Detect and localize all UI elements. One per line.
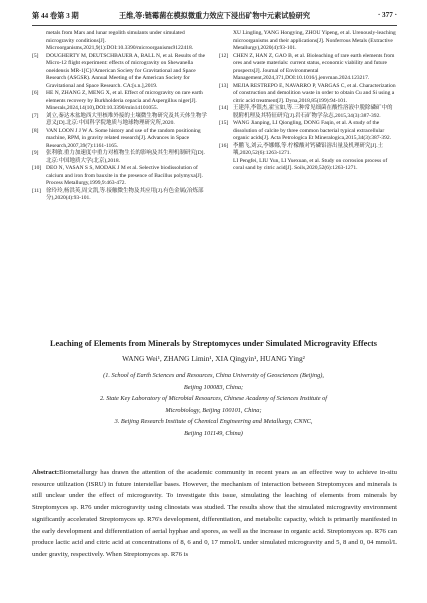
reference-entry xyxy=(32,128,210,151)
reference-entry xyxy=(219,30,397,53)
reference-entry xyxy=(32,188,210,203)
reference-number: [13] xyxy=(219,82,229,89)
english-authors: WANG Wei¹, ZHANG Limin¹, XIA Qingyin¹, HUANG Ying² xyxy=(122,354,305,363)
reference-entry xyxy=(219,158,397,173)
reference-number: [12] xyxy=(219,52,229,59)
reference-text: 李鹏飞,刘云,李娜娜,等.柠檬酸对钙磷铝溶出量及机理研究[J].土壤,2020,52(6):1263-1271. xyxy=(233,142,384,156)
reference-text: MEJIA RESTREPO E, NAVARRO P, VARGAS C, et al. Characterization of construction and demolition waste in order to obtain Cu and Si using a citric acid treatment[J]. Dyna,2018,85(199):94-101. xyxy=(233,82,396,104)
reference-number: [7] xyxy=(32,112,39,119)
reference-number: [15] xyxy=(219,120,229,126)
page-number: · 377 · xyxy=(377,11,397,19)
reference-number: [6] xyxy=(32,90,39,96)
affiliation-line: Beijing 101149, China) xyxy=(184,429,243,437)
reference-text: 张利敏.重力加速度中重力对植物生长的影响及其生理机制研究[D].北京:中国地质大学(北京),2018. xyxy=(46,150,205,164)
reference-text: CHEN Z, HAN Z, GAO B, et al. Bioleaching of rare earth elements from ores and waste materials: current status, economic viability and future prospects[J]. Journal of Environmental Management,2024,371,DOI:10.1016/j.jenvman.2024.123217. xyxy=(233,52,395,81)
reference-entry xyxy=(219,120,397,143)
affiliation-line: Beijing 100083, China; xyxy=(183,383,244,391)
references-left-column xyxy=(32,30,210,203)
reference-number: [10] xyxy=(32,165,42,171)
reference-text: HE N, ZHANG Z, MENG X, et al. Effect of microgravity on rare earth elements recovery by Burkholderia cepacia and Aspergillus niger[J]. Minerals,2024,14(10),DOI:10.3390/min14101055. xyxy=(46,90,203,111)
running-title: 王维,等:链霉菌在模拟微重力效应下浸出矿物中元素试验研究 xyxy=(118,12,311,20)
reference-entry xyxy=(219,105,397,120)
volume-issue: 第 44 卷第 3 期 xyxy=(32,12,79,20)
english-title: Leaching of Elements from Minerals by Streptomyces under Simulated Microgravity Effects xyxy=(49,339,378,348)
header-rule xyxy=(32,25,397,26)
reference-text: 徐玲玲,杨洪英,周文凯,等.接触微生物及其应用[J].有色金属(冶炼部分),2020(4):93-101. xyxy=(46,187,204,201)
reference-text: VAN LOON J J W A. Some history and use of the random positioning machine, RPM, in gravity related research[J]. Advances in Space Research,2007,39(7):1161-1165. xyxy=(46,127,201,149)
english-abstract xyxy=(32,467,397,561)
reference-entry xyxy=(219,83,397,106)
reference-entry xyxy=(32,30,210,53)
affiliation-line: 2. State Key Laboratory of Microbial Resources, Chinese Academy of Sciences Institute of xyxy=(99,395,328,403)
reference-text: DOUGHERTY M, DEUTSCHBAUER A, BALL N, et al. Results of the Micro-12 flight experiment: effects of microgravity on Shewanella oneidensis MR-1[C]//American Society for Gravitational and Space Research (ASGSR). Annual Meeting of the American Society for Gravitational and Space Research. CA:[s.n.],2019. xyxy=(46,52,206,89)
reference-entry xyxy=(32,90,210,113)
running-header xyxy=(32,11,397,24)
reference-entry xyxy=(32,150,210,165)
reference-entry xyxy=(32,165,210,188)
affiliation-line: (1. School of Earth Sciences and Resources, China University of Geosciences (Beijing), xyxy=(103,372,324,379)
affiliation-line: 3. Beijing Research Institute of Chemical Engineering and Metallurgy, CNNC, xyxy=(114,418,313,426)
reference-text: 刘立,秦达木盆地西大里核堆外接的土壤微生物研究及其天体生物学意义[D].北京:中国科学院地质与地球物理研究所,2020. xyxy=(46,112,207,126)
reference-text: WANG Jianping, LI Qiongling, DONG Faqin, et al. A study of the dissolution of calcite by three common bacterial typical extracellular organic acids[J]. Acta Petrologica Et Mineralogica,2015,34(3):387-392. xyxy=(233,120,391,141)
reference-text: metals from Mars and lunar regolith simulants under simulated microgravity conditions[J]. Microorganisms,2021,9(1):DOI:10.3390/microorganisms9122418. xyxy=(46,30,194,51)
reference-entry xyxy=(32,113,210,128)
abstract-text: Biometallurgy has drawn the attention of the academic community in recent years as an effective way to achieve in-situ resource utilization (ISRU) in future interstellar bases. However, the mechanism of interaction between Streptomyces and minerals is still unclear under the effect of microgravity. To investigate this issue, simulating the leaching of elements from minerals by Streptomyces sp. R76 under microgravity using clinostats was studied. The results show that the simulated microgravity environment significantly accelerated Streptomyces sp. R76's development, differentiation, and metabolic capacity, which is primarily manifested in the early development and differentiation of aerial hyphae and spores, as well as the increase in organic acid. Streptomyces sp. R76 can produce lactic acid and citric acid at concentrations of 8, 6 and 0, 17 mmol/L under simulated microgravity and 5, 8 and 0, 04 mmol/L under gravity, respectively. When Streptomyces sp. R76 is xyxy=(32,469,397,558)
abstract-label: Abstract: xyxy=(32,469,60,476)
reference-entry xyxy=(32,53,210,91)
reference-entry xyxy=(219,53,397,83)
reference-number: [8] xyxy=(32,127,39,134)
reference-text: LI Pengfei, LIU Yun, LI Yuexuan, et al. Study on corrosion process of coral sand by citric acid[J]. Soils,2020,52(6):1263-1271. xyxy=(233,157,388,171)
reference-number: [14] xyxy=(219,105,229,111)
reference-number: [16] xyxy=(219,142,229,149)
affiliation-line: Microbiology, Beijing 100101, China; xyxy=(165,406,262,414)
reference-number: [5] xyxy=(32,52,39,59)
reference-number: [11] xyxy=(32,187,41,194)
reference-text: DEO N, VASAN S S, MODAK J M et al. Selective biodissolution of calcium and iron from bauxite in the presence of Bacillus polymyxa[J]. Process Metallurgy,1999,9:463-472. xyxy=(46,165,203,186)
reference-text: XU Lingling, YANG Hongying, ZHOU Yipeng, et al. Urenously-leaching microorganisms and their applications[J]. Nonferrous Metals (Extractive Metallurgy),2020(4):93-101. xyxy=(233,30,396,51)
references-right-column xyxy=(219,30,397,173)
reference-number: [9] xyxy=(32,150,39,156)
reference-text: 王建萍,李银杰,霍宝如,等.三种常见细菌在酸性溶液中脱除磷矿中的脱附机理及其特征研究[J].岩石矿物学杂志,2015,34(3):387-392. xyxy=(233,105,393,119)
affiliations xyxy=(40,370,387,440)
reference-entry xyxy=(219,143,397,158)
